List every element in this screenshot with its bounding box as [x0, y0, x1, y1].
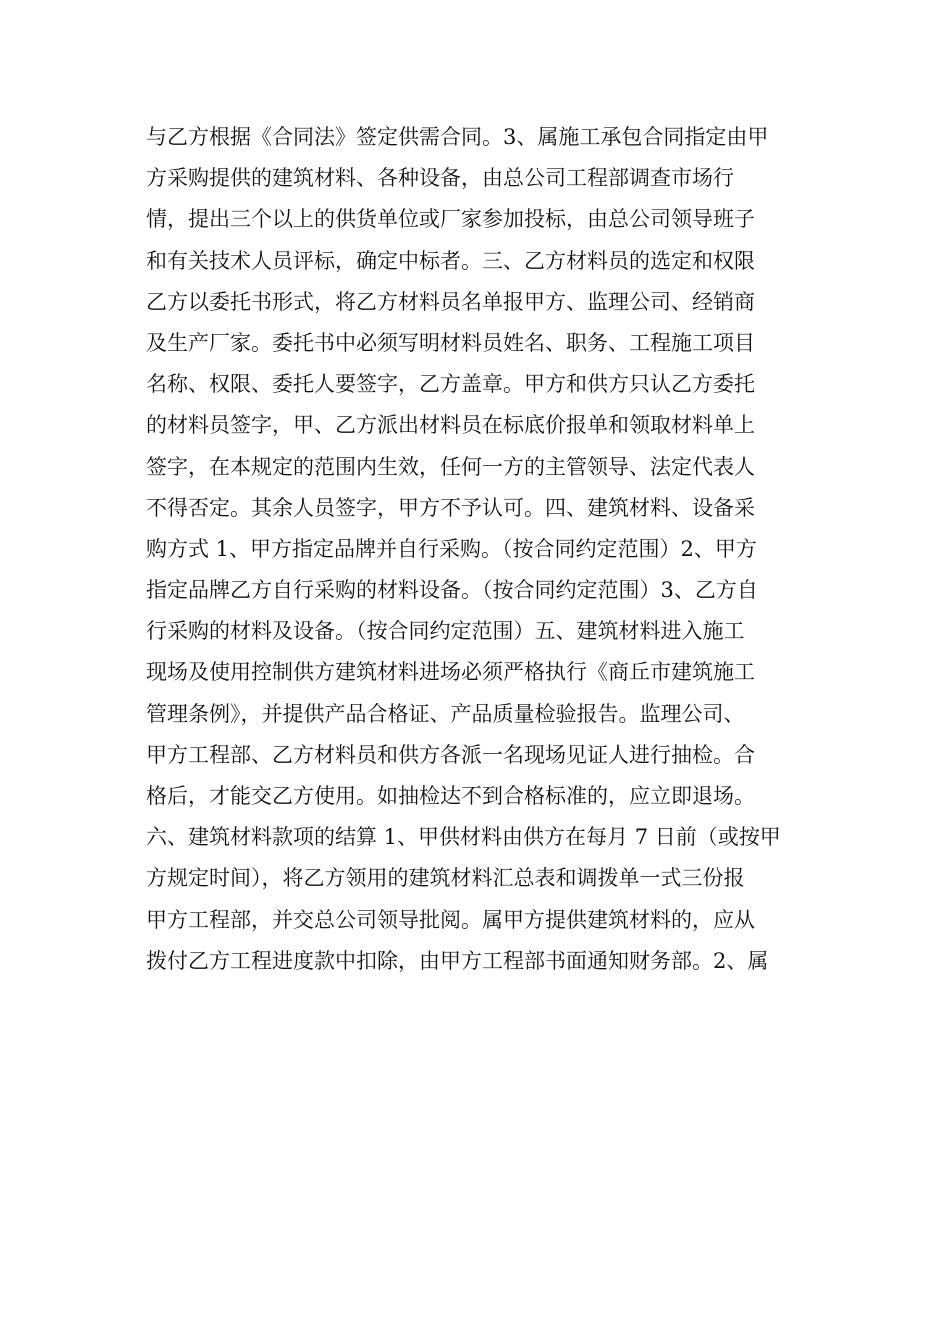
text-line: 指定品牌乙方自行采购的材料设备。（按合同约定范围）3、乙方自 — [146, 578, 758, 603]
text-line: 方规定时间），将乙方领用的建筑材料汇总表和调拨单一式三份报 — [146, 866, 745, 891]
text-line: 购方式 1、甲方指定品牌并自行采购。（按合同约定范围）2、甲方 — [146, 536, 757, 561]
text-line: 现场及使用控制供方建筑材料进场必须严格执行《商丘市建筑施工 — [146, 660, 755, 685]
text-line: 名称、权限、委托人要签字，乙方盖章。甲方和供方只认乙方委托 — [146, 372, 755, 397]
text-line: 方采购提供的建筑材料、各种设备，由总公司工程部调查市场行 — [146, 166, 734, 191]
text-line: 及生产厂家。委托书中必须写明材料员姓名、职务、工程施工项目 — [146, 330, 755, 355]
text-line: 与乙方根据《合同法》签定供需合同。3、属施工承包合同指定由甲 — [146, 125, 769, 149]
text-line: 管理条例》，并提供产品合格证、产品质量检验报告。监理公司、 — [146, 701, 745, 726]
text-line: 六、建筑材料款项的结算 1、甲供材料由供方在每月 7 日前（或按甲 — [146, 825, 781, 850]
text-line: 行采购的材料及设备。（按合同约定范围）五、建筑材料进入施工 — [146, 619, 745, 644]
text-line: 签字，在本规定的范围内生效，任何一方的主管领导、法定代表人 — [146, 454, 755, 479]
body-text — [146, 117, 816, 982]
text-line: 乙方以委托书形式，将乙方材料员名单报甲方、监理公司、经销商 — [146, 289, 755, 314]
text-line: 甲方工程部，并交总公司领导批阅。属甲方提供建筑材料的，应从 — [146, 907, 755, 932]
text-line: 和有关技术人员评标，确定中标者。三、乙方材料员的选定和权限 — [146, 248, 755, 273]
text-line: 的材料员签字，甲、乙方派出材料员在标底价报单和领取材料单上 — [146, 413, 755, 438]
text-line: 不得否定。其余人员签字，甲方不予认可。四、建筑材料、设备采 — [146, 495, 755, 520]
text-line: 情，提出三个以上的供货单位或厂家参加投标，由总公司领导班子 — [146, 207, 755, 232]
text-line: 拨付乙方工程进度款中扣除，由甲方工程部书面通知财务部。2、属 — [146, 948, 769, 973]
text-line: 格后，才能交乙方使用。如抽检达不到合格标准的，应立即退场。 — [146, 784, 755, 808]
text-line: 甲方工程部、乙方材料员和供方各派一名现场见证人进行抽检。合 — [146, 742, 755, 767]
